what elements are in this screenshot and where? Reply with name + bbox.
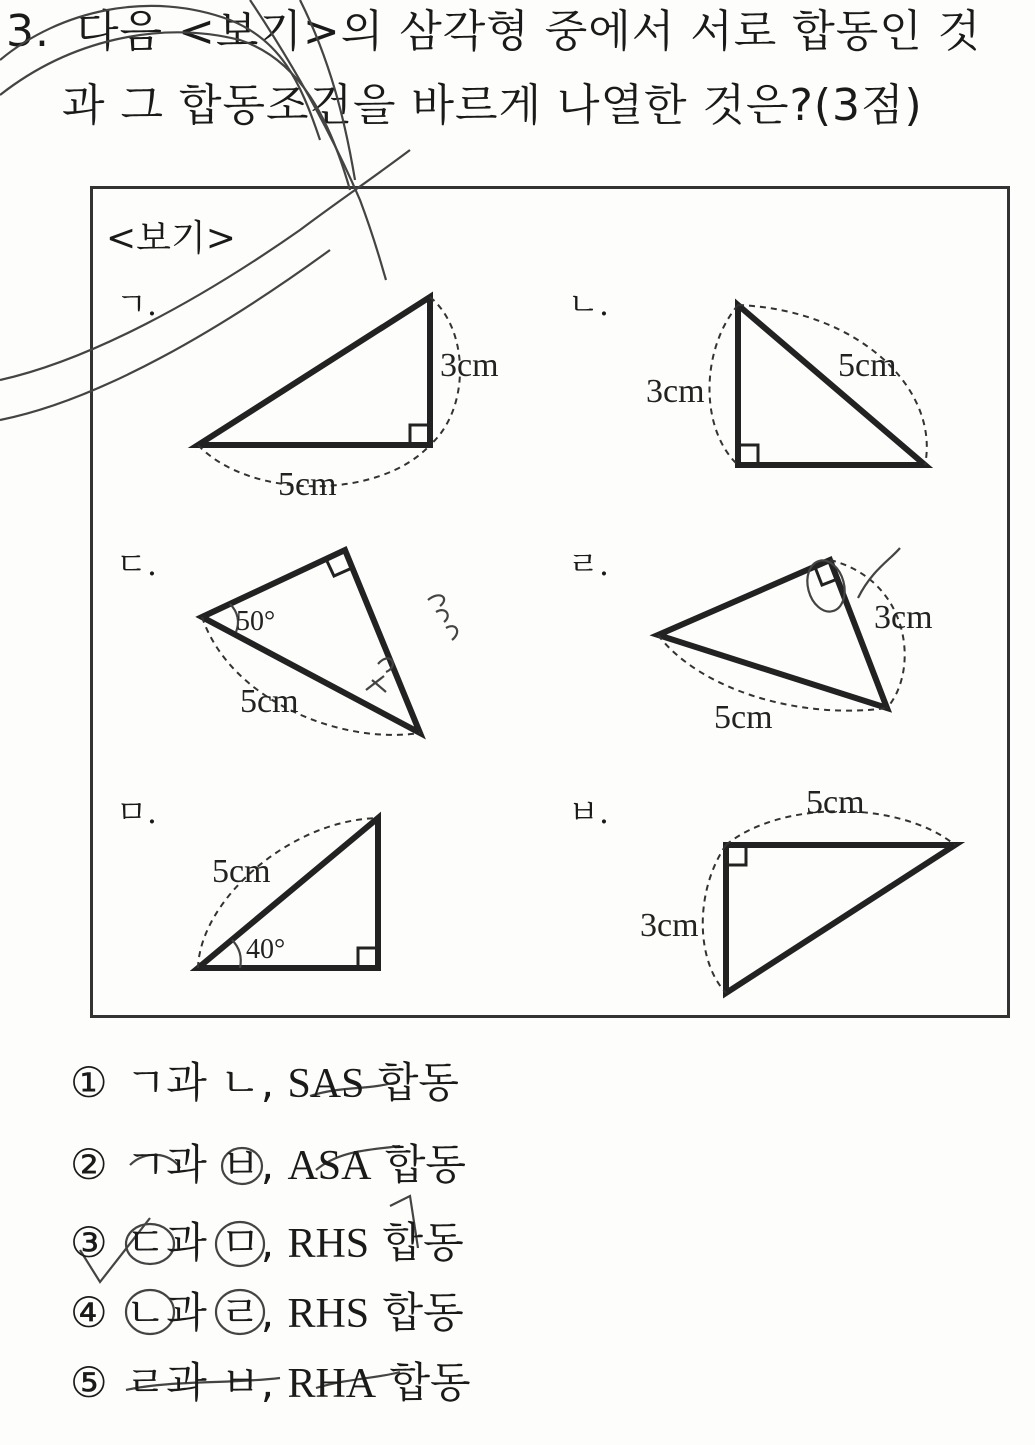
choice-2-suffix: 합동 — [384, 1140, 466, 1189]
choice-2[interactable] — [70, 1140, 466, 1189]
choice-1-pair: ㄱ과 ㄴ, — [125, 1058, 275, 1107]
choice-2-rule: ASA — [287, 1143, 372, 1189]
item-label-2: ㄴ. — [568, 285, 610, 323]
triangle-5-angle-label: 40° — [246, 934, 286, 965]
choice-4-rule: RHS — [287, 1291, 370, 1337]
choice-1-suffix: 합동 — [377, 1058, 460, 1107]
question-number: 3. — [6, 6, 50, 57]
question-text-2: 과 그 합동조건을 바르게 나열한 것은?(3점) — [62, 80, 923, 131]
triangle-2 — [646, 305, 927, 465]
choice-4-suffix: 합동 — [382, 1288, 464, 1337]
triangle-6-side-label: 3cm — [640, 907, 699, 944]
choice-3-pair: ㄷ과 ㅁ, — [125, 1218, 275, 1267]
choice-5-rule: RHA — [287, 1361, 377, 1407]
triangle-3 — [202, 550, 457, 735]
triangle-4-hyp-label: 5cm — [714, 699, 773, 736]
triangle-2-side-label: 3cm — [646, 373, 705, 410]
choice-2-mark: ② — [70, 1140, 108, 1189]
choice-3-rule: RHS — [287, 1221, 370, 1267]
triangle-6-top-label: 5cm — [806, 784, 865, 821]
choice-3-mark: ③ — [70, 1218, 108, 1267]
triangle-5 — [198, 818, 378, 968]
triangle-2-hyp-label: 5cm — [838, 347, 897, 384]
choice-3-suffix: 합동 — [382, 1218, 464, 1267]
triangle-1-base-label: 5cm — [278, 466, 337, 503]
choice-3[interactable] — [70, 1218, 464, 1267]
choice-4-pair: ㄴ과 ㄹ, — [125, 1288, 275, 1337]
triangle-1 — [198, 297, 499, 503]
choice-4[interactable] — [70, 1288, 464, 1337]
item-label-4: ㄹ. — [568, 545, 610, 583]
item-label-5: ㅁ. — [116, 793, 158, 831]
choice-1-mark: ① — [70, 1058, 108, 1107]
triangle-4 — [658, 548, 933, 736]
triangle-4-side-label: 3cm — [874, 599, 933, 636]
triangle-3-side-label: 5cm — [240, 683, 299, 720]
item-label-3: ㄷ. — [116, 545, 158, 583]
question-text-1: 다음 <보기>의 삼각형 중에서 서로 합동인 것 — [75, 6, 982, 57]
example-box-label: <보기> — [106, 218, 236, 259]
choice-5-suffix: 합동 — [389, 1358, 471, 1407]
item-label-1: ㄱ. — [116, 285, 158, 323]
triangle-6 — [640, 784, 955, 993]
choice-4-mark: ④ — [70, 1288, 108, 1337]
choice-5-pair: ㄹ과 ㅂ, — [125, 1358, 275, 1407]
choice-5-mark: ⑤ — [70, 1358, 108, 1407]
triangle-5-hyp-label: 5cm — [212, 853, 271, 890]
choice-1[interactable] — [70, 1058, 460, 1107]
pencil-scribble — [0, 0, 410, 420]
item-label-6: ㅂ. — [568, 793, 610, 831]
triangle-1-side-label: 3cm — [440, 347, 499, 384]
choice-2-pair: ㄱ과 ㅂ, — [125, 1140, 275, 1189]
choice-5[interactable] — [70, 1358, 471, 1407]
choice-1-rule: SAS — [287, 1061, 365, 1107]
triangle-3-angle-label: 50° — [236, 606, 276, 637]
